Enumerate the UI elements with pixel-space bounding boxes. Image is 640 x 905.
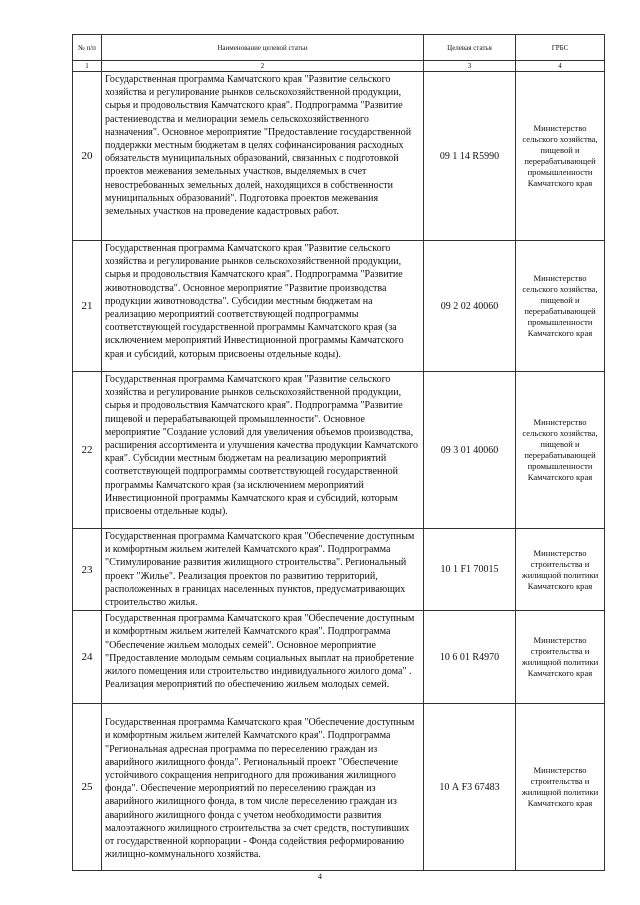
row-number: 22: [73, 372, 102, 529]
row-code: 10 6 01 R4970: [424, 611, 516, 704]
row-name: Государственная программа Камчатского края "Развитие сельского хозяйства и регулирование рынков сельскохозяйственной продукции, сырья и продовольствия Камчатского края". Подпрограмма "Развитие пищевой и перерабатывающей промышленности". Основное мероприятие "Создание условий для увеличения объемов производства, расширения ассортимента и улучшения качества продукции Камчатского края". Субсидии местным бюджетам на реализацию мероприятий соответствующей подпрограммы соответствующей государственной программы Камчатского края (за исключением мероприятий Инвестиционной программы Камчатского края и субсидий, которым присвоены отдельные коды).: [102, 372, 424, 529]
row-code: 09 3 01 40060: [424, 372, 516, 529]
row-grbs: Министерство строительства и жилищной политики Камчатского края: [516, 704, 605, 871]
row-number: 21: [73, 241, 102, 372]
table-row: [73, 529, 605, 611]
header-name: Наименование целевой статьи: [102, 35, 424, 61]
row-name: Государственная программа Камчатского края "Развитие сельского хозяйства и регулирование рынков сельскохозяйственной продукции, сырья и продовольствия Камчатского края". Подпрограмма "Развитие растениеводства и мелиорации земель сельскохозяйственного назначения". Основное мероприятие "Предоставление государственной поддержки местным бюджетам в целях софинансирования расходных обязательств муниципальных образований, связанных с подготовкой проектов межевания земельных участков, выделяемых в счет невостребованных земельных долей, находящихся в собственности муниципальных образований". Подготовка проектов межевания земельных участков на проведение кадастровых работ.: [102, 72, 424, 241]
table-row: [73, 372, 605, 529]
table-row: [73, 241, 605, 372]
row-code: 10 1 F1 70015: [424, 529, 516, 611]
row-grbs: Министерство сельского хозяйства, пищевой и перерабатывающей промышленности Камчатского края: [516, 241, 605, 372]
row-number: 23: [73, 529, 102, 611]
row-grbs: Министерство сельского хозяйства, пищевой и перерабатывающей промышленности Камчатского края: [516, 72, 605, 241]
row-name: Государственная программа Камчатского края "Обеспечение доступным и комфортным жильем жителей Камчатского края". Подпрограмма "Обеспечение жильем молодых семей". Основное мероприятие "Предоставление молодым семьям социальных выплат на приобретение жилого помещения или строительство индивидуального жилого дома" . Реализация мероприятий по обеспечению жильем молодых семей.: [102, 611, 424, 704]
table-header-row: [73, 35, 605, 61]
column-number-3: 3: [424, 61, 516, 72]
row-code: 09 1 14 R5990: [424, 72, 516, 241]
row-code: 09 2 02 40060: [424, 241, 516, 372]
page-number: 4: [318, 872, 322, 881]
target-articles-table: [72, 34, 605, 871]
table-row: [73, 704, 605, 871]
column-number-2: 2: [102, 61, 424, 72]
row-grbs: Министерство строительства и жилищной политики Камчатского края: [516, 529, 605, 611]
row-grbs: Министерство сельского хозяйства, пищевой и перерабатывающей промышленности Камчатского края: [516, 372, 605, 529]
row-name: Государственная программа Камчатского края "Обеспечение доступным и комфортным жильем жителей Камчатского края". Подпрограмма "Стимулирование развития жилищного строительства". Региональный проект "Жилье". Реализация проектов по развитию территорий, расположенных в границах населенных пунктов, предусматривающих строительство жилья.: [102, 529, 424, 611]
row-number: 20: [73, 72, 102, 241]
row-name: Государственная программа Камчатского края "Развитие сельского хозяйства и регулирование рынков сельскохозяйственной продукции, сырья и продовольствия Камчатского края". Подпрограмма "Развитие животноводства". Основное мероприятие "Развитие производства продукции животноводства". Субсидии местным бюджетам на реализацию мероприятий соответствующей подпрограммы соответствующей государственной программы Камчатского края (за исключением мероприятий Инвестиционной программы Камчатского края и субсидий, которым присвоены отдельные коды).: [102, 241, 424, 372]
column-numbering-row: [73, 61, 605, 72]
row-grbs: Министерство строительства и жилищной политики Камчатского края: [516, 611, 605, 704]
row-code: 10 А F3 67483: [424, 704, 516, 871]
row-name: Государственная программа Камчатского края "Обеспечение доступным и комфортным жильем жителей Камчатского края". Подпрограмма "Региональная адресная программа по переселению граждан из аварийного жилищного фонда". Региональный проект "Обеспечение устойчивого сокращения непригодного для проживания жилищного фонда". Обеспечение мероприятий по переселению граждан из аварийного жилищного фонда, в том числе переселению граждан из аварийного жилищного фонда с учетом необходимости развития малоэтажного жилищного строительства за счет средств, поступивших от государственной корпорации - Фонда содействия реформированию жилищно-коммунального хозяйства.: [102, 704, 424, 871]
column-number-1: 1: [73, 61, 102, 72]
table-row: [73, 72, 605, 241]
table-row: [73, 611, 605, 704]
row-number: 25: [73, 704, 102, 871]
header-code: Целевая статья: [424, 35, 516, 61]
column-number-4: 4: [516, 61, 605, 72]
row-number: 24: [73, 611, 102, 704]
header-number: № п/п: [73, 35, 102, 61]
header-grbs: ГРБС: [516, 35, 605, 61]
